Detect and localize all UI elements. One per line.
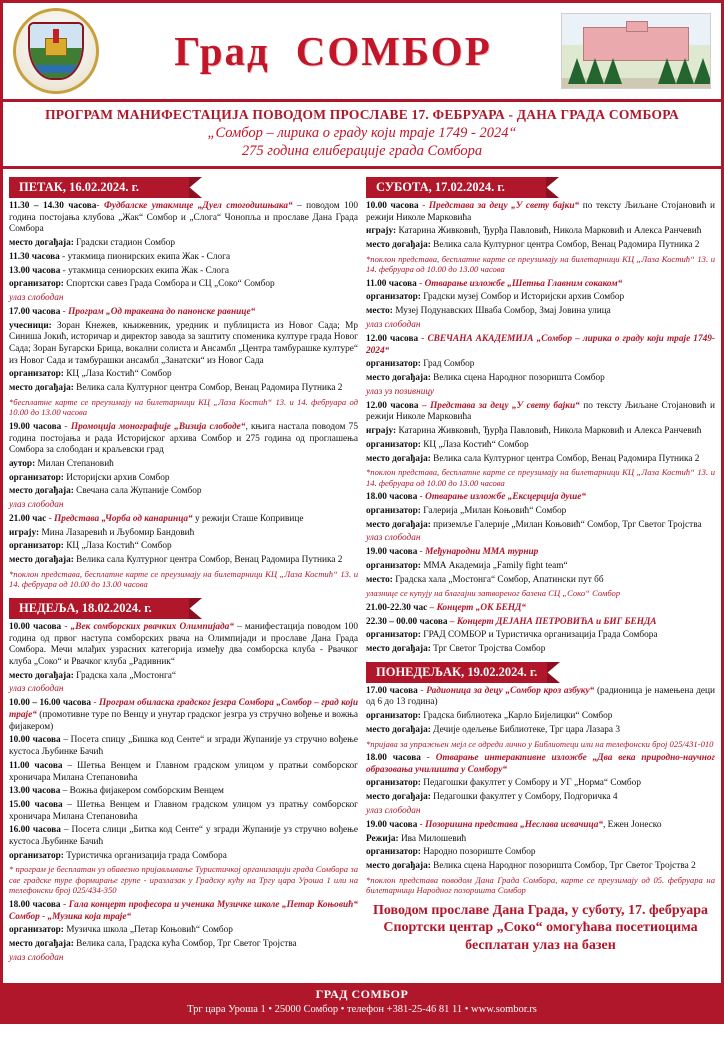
event-title: – Концерт ДЕЈАНА ПЕТРОВИЋА и БИГ БЕНДА: [447, 616, 657, 627]
event-detail: [366, 292, 715, 304]
day-label: НЕДЕЉА, 18.02.2024. г.: [19, 600, 152, 615]
event-note: * програм је бесплатан уз обавезно пријављивање Туристичкој организацији града Сомбора за све градске туре формирање групе - иразлазак у Градску кућу на Тргу цара Уроша 1 или на телефонски број 025/434-350: [9, 864, 358, 896]
event-detail: [9, 555, 358, 567]
event-detail-label: аутор:: [9, 458, 36, 469]
event-detail-value: Педагошки факултет у Сомбору, Подгоричка 4: [430, 792, 618, 803]
event-detail: [9, 459, 358, 471]
event-detail-value: Градска библиотека „Карло Бијелицки“ Сомбор: [420, 711, 613, 722]
event-item: [9, 900, 358, 963]
event-title: - Позоришна представа „Неслава исвачица“: [417, 819, 604, 830]
event-item: [9, 201, 358, 303]
event-list-sunday: [9, 622, 358, 963]
event-detail-label: организатор:: [366, 847, 421, 858]
event-admission: улаз слободан: [9, 500, 64, 511]
event-detail-label: место догађаја:: [366, 519, 431, 530]
event-detail-value: КЦ „Лаза Костић“ Сомбор: [63, 541, 172, 552]
event-detail-label: Режија:: [366, 833, 399, 844]
event-detail-label: 11.00 часова: [9, 760, 63, 771]
event-detail-label: место:: [366, 306, 393, 317]
event-detail: [9, 851, 358, 863]
event-title: - Међународни ММА турнир: [417, 547, 539, 558]
day-label: ПЕТАК, 16.02.2024. г.: [19, 180, 140, 194]
event-detail-label: организатор:: [366, 292, 421, 303]
event-detail-value: Велика сала Културног центра Сомбор, Венац Радомира Путника 2: [73, 383, 343, 394]
event-item: [366, 753, 715, 816]
event-detail-value: ГРАД СОМБОР и Туристичка организација Града Сомбора: [420, 630, 658, 641]
event-description: , књига настала поводом 75 година постојања и рада Историјског архива Сомбор и 275 година од проглашења Сомбора за слободан и краљевски град: [9, 421, 358, 456]
event-time: 18.00 часова: [366, 753, 421, 763]
event-detail: [366, 778, 715, 790]
event-description: у режији Сташе Копривице: [192, 514, 304, 525]
event-item: [366, 547, 715, 599]
event-detail-value: Народно позориште Сомбор: [420, 847, 536, 858]
event-detail-label: организатор:: [366, 439, 421, 450]
day-label: ПОНЕДЕЉАК, 19.02.2024. г.: [376, 664, 538, 679]
event-headline: [366, 401, 715, 424]
event-detail-label: место догађаја:: [366, 373, 431, 383]
title-word-sombor: СОМБОР: [295, 27, 492, 74]
footer-city-name: ГРАД СОМБОР: [315, 987, 409, 1001]
program-banner: [3, 99, 721, 169]
event-title: - Промоција монографије „Визија слободе“: [61, 421, 246, 432]
event-description: – манифестација поводом 100 година од првог наступа сомборских рвача на Олимпијади и прославе Дана Града Сомбора. Мечи млађих узрасних категорија између два сомборска клуба - Рвачког клуба „Соко“ и Рвачког клуба „Радивник“: [9, 621, 358, 667]
event-note: *поклон предстaва, бесплатне карте се преузимају на билетарници КЦ „Лаза Костић“ 13. и 14. фебруара од 10.00 до 13.00 часова: [9, 568, 358, 590]
event-admission: улаз слободан: [366, 319, 421, 330]
event-detail: [9, 671, 358, 683]
event-headline: [366, 617, 715, 629]
closing-line-2: Спортски центар „Соко“ омогућава посетиоцима: [383, 920, 698, 936]
event-detail: [366, 630, 715, 642]
event-detail-value: Градски стадион Сомбор: [73, 238, 176, 249]
event-headline: [9, 698, 358, 733]
event-detail-value: Милан Степановић: [35, 458, 114, 469]
event-time: 19.00 часова: [366, 547, 418, 558]
event-detail-value: Ива Милошевић: [398, 833, 467, 844]
event-detail-value: Катарина Живковић, Ђурђа Павловић, Никола Марковић и Алекса Ранчевић: [396, 226, 702, 237]
event-admission: улаз слободан: [9, 952, 64, 963]
event-admission: улаз уз позивницу: [366, 386, 434, 397]
event-detail: [366, 373, 715, 385]
column-right: [366, 173, 715, 1049]
event-detail-label: 16.00 часова: [9, 825, 61, 836]
event-detail: [366, 359, 715, 371]
event-detail-label: 11.30 часова: [9, 251, 60, 262]
event-detail-value: ММА Академија „Family fight team“: [420, 561, 568, 571]
event-detail-value: Музичка школа „Петар Коњовић“ Сомбор: [63, 925, 233, 936]
event-item: [366, 279, 715, 330]
event-item: [366, 820, 715, 896]
event-headline: [9, 900, 358, 923]
event-headline: [366, 753, 715, 776]
event-detail: [366, 426, 715, 438]
event-list-friday: [9, 201, 358, 590]
zupanija-building-photo: [561, 13, 711, 89]
event-detail-value: Педагошки факултет у Сомбору и УГ „Норма“ Сомбор: [420, 778, 641, 789]
event-headline: [9, 514, 358, 526]
event-title: - Представа за децу „У свету бајки“: [418, 201, 580, 211]
event-item: [366, 201, 715, 275]
event-detail-value: Мина Лазаревић и Љубомир Бандовић: [39, 527, 195, 538]
event-detail: [366, 226, 715, 238]
event-detail-label: организатор:: [9, 850, 64, 861]
page-title: [99, 27, 561, 74]
event-detail-label: место догађаја:: [9, 238, 74, 249]
event-detail-label: организатор:: [366, 711, 421, 722]
event-detail-value: Велика сцена Народног позоришта Сомбор: [430, 373, 605, 383]
event-item: [366, 334, 715, 397]
event-detail-value: Спортски савез Града Сомбора и СЦ „Соко“ Сомбор: [63, 279, 275, 290]
event-description: , Ежен Јонеско: [603, 819, 662, 830]
event-admission: улаз слободан: [366, 533, 421, 544]
event-detail: [9, 528, 358, 540]
event-time: 11.30 – 14.30 часова: [9, 201, 97, 211]
event-time: 11.00 часова: [366, 278, 417, 289]
event-detail-label: играју:: [9, 527, 40, 538]
event-note: улазнице се купују на благајни затвореног базена СЦ „Соко“ Сомбор: [366, 588, 621, 599]
event-item: [9, 622, 358, 695]
program-columns: [3, 169, 721, 1049]
event-detail-value: Велика сала, Градска кућа Сомбор, Трг Светог Тројства: [73, 939, 297, 950]
event-detail-label: организатор:: [366, 505, 421, 516]
event-description: (радионица је намењена деци од 6 до 13 година): [366, 685, 715, 708]
event-detail-value: - утакмица пионирских екипа Жак - Слога: [59, 251, 231, 262]
column-left: [9, 173, 358, 1049]
event-detail-value: Трг Светог Тројства Сомбор: [430, 644, 546, 654]
event-detail-value: Велика сала Културног центра Сомбор, Венац Радомира Путника 2: [73, 555, 343, 566]
event-detail-value: Градска хала „Мостонга“ Сомбор, Апатински пут бб: [392, 574, 604, 585]
event-detail-label: место догађаја:: [366, 644, 431, 654]
closing-line-1: Поводом прославе Дана Града, у суботу, 17. фебруара: [372, 902, 709, 918]
event-detail-label: играју:: [366, 426, 397, 437]
event-title: - „Век сомборских рвачких Олимпијада“: [61, 621, 234, 632]
event-headline: [9, 422, 358, 457]
event-detail: [366, 725, 715, 737]
event-list-monday: [366, 686, 715, 896]
event-detail: [9, 761, 358, 784]
event-time: 21.00 час: [9, 514, 47, 525]
event-detail-value: – Шетња Венцем и Главном градском улицом у пратњи сомборског хроничара Милана Степановића: [9, 760, 358, 783]
event-detail-label: организатор:: [366, 359, 421, 370]
event-time: 10.00 часова: [9, 621, 62, 632]
event-detail: [9, 279, 358, 291]
event-time: 10.00 – 16.00 часова: [9, 698, 92, 709]
event-headline: [366, 492, 715, 504]
event-detail: [9, 321, 358, 368]
event-detail-value: Велика сцена Народног позоришта Сомбор, Трг Светог Тројства 2: [430, 860, 696, 871]
event-detail: [9, 252, 358, 264]
event-title: - Радионица за децу „Сомбор кроз азбуку“: [417, 685, 595, 696]
event-detail-label: место догађаја:: [9, 555, 74, 566]
event-detail-value: – Посета спицу „Бишка код Сенте“ и згради Жупаније уз стручно вођење кустоса Љубинке Бачић: [9, 735, 358, 758]
event-detail-value: Катарина Живковић, Ђурђа Павловић, Никола Марковић и Алекса Ранчевић: [396, 426, 702, 437]
event-detail-label: организатор:: [9, 925, 64, 936]
event-title: – Концерт „ОК БЕНД“: [427, 602, 527, 613]
event-time: 12.00 часова: [366, 400, 419, 411]
event-detail-value: - утакмица сениорских екипа Жак - Слога: [60, 265, 230, 276]
event-detail-label: место догађаја:: [9, 486, 74, 497]
event-detail: [9, 238, 358, 250]
event-detail-value: Велика сала Културног центра Сомбор, Венац Радомира Путника 2: [430, 453, 700, 464]
event-detail: [9, 800, 358, 823]
event-description: по тексту Љиљане Стојановић и режији Николе Марковића: [366, 201, 715, 223]
event-headline: [366, 547, 715, 559]
event-headline: [9, 307, 358, 319]
event-detail-label: организатор:: [9, 472, 64, 483]
event-detail-label: организатор:: [366, 778, 421, 789]
event-description: (промотивне туре по Венцу и унутар градског језгра уз стручно вођење и вожња фијакером): [9, 710, 358, 732]
event-note: *поклон представа, бесплатне карте се преузимају на билетарници КЦ „Лаза Костић“ 13. и 14. фебруара од 10.00 до 13.00 часова: [366, 467, 715, 488]
event-title: - Отварање изложбе „Ексцерција душе“: [417, 492, 587, 503]
poster-header: [3, 3, 721, 99]
event-item: [366, 401, 715, 488]
event-list-saturday: [366, 201, 715, 656]
event-note: *бесплатне карте се преузимају на билетарници КЦ „Лаза Костић“ 13. и 14. фебруара од 10.00 до 13.00 часова: [9, 396, 358, 418]
event-detail-value: Свечана сала Жупаније Сомбор: [73, 486, 202, 497]
banner-line-2: „Сомбор – лирика о граду који траје 1749 - 2024“: [207, 125, 517, 141]
event-description: – поводом 100 година постојања клубова „Жак“ Сомбор и „Слога“ Чонопља и прославе Дана Града Сомбора: [9, 201, 358, 235]
event-detail: [9, 939, 358, 951]
event-note: *поклон представа, бесплатне карте се преузимају на билетарници КЦ „Лаза Костић“ 13. и 14. фебруара од 10.00 до 13.00 часова: [366, 253, 715, 275]
event-item: [366, 617, 715, 656]
event-detail-label: место догађаја:: [366, 453, 431, 464]
event-headline: [366, 279, 715, 291]
event-detail: [9, 383, 358, 395]
event-title: - Програм обиласка градског језгра Сомбора „Сомбор – град који траје“: [9, 698, 358, 721]
event-detail-value: – Вожња фијакером сомборским Венцем: [60, 786, 224, 797]
event-description: по тексту Љиљане Стојановић и режији Николе Марковића: [366, 400, 715, 423]
event-detail: [9, 786, 358, 798]
city-crest-icon: [13, 8, 99, 94]
event-item: [9, 422, 358, 510]
event-detail-value: – Шетња Венцем и Главном градском улицом уз пратњу сомборског хроничара Милана Степановића: [9, 799, 358, 822]
event-detail-value: Галерија „Милан Коњовић“ Сомбор: [420, 505, 567, 516]
event-title: - Програм „Од тракеана до панонске равнице“: [60, 306, 256, 317]
event-detail-value: Дечије одељење Библиотеке, Трг цара Лазара 3: [430, 724, 620, 735]
event-detail: [9, 473, 358, 485]
event-title: – Представа за децу „У свету бајки“: [418, 400, 580, 411]
event-headline: [366, 686, 715, 709]
day-header-friday: [9, 177, 189, 198]
event-detail: [9, 486, 358, 498]
event-detail-label: место догађаја:: [366, 792, 431, 803]
event-detail-label: организатор:: [366, 561, 421, 571]
footer-contact: Трг цара Уроша 1 • 25000 Сомбор • телефон +381-25-46 81 11 • www.sombor.rs: [187, 1004, 537, 1015]
event-time: 21.00-22.30 час: [366, 602, 428, 613]
event-detail: [366, 561, 715, 573]
event-headline: [9, 622, 358, 669]
event-detail-value: Велика сала Културног центра Сомбор, Венац Радомира Путника 2: [430, 240, 700, 251]
event-detail-value: Музеј Подунавских Шваба Сомбор, Змај Јовина улица: [392, 306, 611, 317]
event-detail: [366, 644, 715, 656]
event-detail: [366, 506, 715, 518]
event-time: 18.00 часова: [366, 492, 418, 503]
event-detail-label: учесници:: [9, 320, 52, 331]
event-detail: [9, 825, 358, 848]
event-detail-label: место догађаја:: [366, 860, 431, 871]
day-header-saturday: [366, 177, 546, 198]
closing-line-3: бесплатан улаз на базен: [465, 937, 616, 953]
event-detail-value: приземље Галерије „Милан Коњовић“ Сомбор, Трг Светог Тројства: [430, 519, 702, 530]
event-detail: [9, 266, 358, 278]
event-admission: улаз слободан: [9, 292, 64, 303]
event-detail-label: 10.00 часова: [9, 735, 61, 746]
event-item: [366, 686, 715, 749]
event-detail: [9, 735, 358, 758]
event-detail: [9, 925, 358, 937]
day-label: СУБОТА, 17.02.2024. г.: [376, 180, 505, 194]
event-detail: [366, 861, 715, 873]
event-item: [9, 307, 358, 418]
event-detail: [366, 440, 715, 452]
event-time: 19.00 часова: [9, 421, 62, 432]
event-detail-label: место догађаја:: [366, 724, 431, 735]
event-time: 19.00 часова: [366, 819, 418, 830]
event-detail-value: Град Сомбор: [420, 359, 475, 370]
event-detail-label: место догађаја:: [9, 670, 74, 681]
event-time: 18.00 часова: [9, 899, 61, 910]
event-note: *пријава за упражњен мејл се одреди лично у Библиотеци или на телефонски број 025/431-010: [366, 738, 714, 749]
event-detail: [366, 711, 715, 723]
event-detail: [9, 541, 358, 553]
event-detail: [366, 454, 715, 466]
event-detail: [366, 240, 715, 252]
event-detail-label: место догађаја:: [9, 939, 74, 950]
event-title: - Гала концерт професора и ученика Музичке школе „Петар Коњовић“ Сомбор - „Музика која траје“: [9, 899, 358, 922]
event-detail-label: место:: [366, 574, 393, 585]
event-detail-value: Историјски архив Сомбор: [63, 472, 170, 483]
banner-line-1: ПРОГРАМ МАНИФЕСТАЦИЈА ПОВОДОМ ПРОСЛАВЕ 17. ФЕБРУАРА - ДАНА ГРАДА СОМБОРА: [45, 107, 679, 122]
event-time: 10.00 часова: [366, 201, 419, 211]
event-headline: [366, 334, 715, 357]
event-headline: [9, 201, 358, 236]
event-detail: [366, 575, 715, 587]
event-time: 17.00 часова: [9, 306, 61, 317]
event-item: [366, 603, 715, 615]
event-detail-label: место догађаја:: [366, 240, 431, 251]
event-admission: улаз слободан: [366, 805, 421, 816]
event-headline: [366, 201, 715, 224]
event-time: 22.30 – 00.00 часова: [366, 616, 448, 627]
event-detail-label: организатор:: [366, 630, 421, 641]
event-detail-label: играју:: [366, 226, 397, 237]
event-detail-value: Градски музеј Сомбор и Историјски архив Сомбор: [420, 292, 625, 303]
banner-line-3: 275 година елиберације града Сомбора: [241, 143, 483, 159]
event-time: 12.00 часова: [366, 333, 419, 344]
event-title: - Представа „Чорба од канаринца“: [46, 514, 193, 525]
event-headline: [366, 603, 715, 615]
event-detail: [366, 834, 715, 846]
event-detail-value: КЦ „Лаза Костић“ Сомбор: [420, 439, 529, 450]
event-detail-label: 15.00 часова: [9, 799, 63, 810]
event-detail-value: – Посета слици „Битка код Сенте“ у згради Жупаније уз стручно вођење кустоса Љубинке Бачић: [9, 825, 358, 848]
event-time: 17.00 часова: [366, 685, 418, 696]
event-admission: улаз слободан: [9, 684, 64, 695]
event-detail-label: организатор:: [9, 279, 64, 290]
event-title: - Отварање интерактивне изложбе „Два века природно-научног образовања училишта у Сомбору“: [366, 753, 715, 775]
event-item: [9, 698, 358, 896]
event-note: *поклон представа поводом Дана Града Сомбора, карте се преузимају од 05. фебруара на билетарници Народног позоришта Сомбор: [366, 874, 715, 896]
title-word-grad: Град: [174, 27, 270, 74]
event-title: - Фудбалске утакмице „Дуел стогодишњака“: [96, 201, 293, 211]
event-detail-value: КЦ „Лаза Костић“ Сомбор: [63, 369, 172, 380]
event-detail: [9, 369, 358, 381]
event-detail-label: 13.00 часова: [9, 786, 61, 797]
event-detail-value: Туристичка организација града Сомбора: [63, 850, 227, 861]
day-header-monday: [366, 662, 547, 683]
event-detail: [366, 520, 715, 532]
event-title: - Отварање изложбе „Шетња Главним сокаком“: [416, 278, 623, 289]
event-detail-value: Градска хала „Мостонга“: [73, 670, 177, 681]
event-detail: [366, 847, 715, 859]
event-detail-label: организатор:: [9, 369, 64, 380]
event-item: [366, 492, 715, 543]
event-detail-label: организатор:: [9, 541, 64, 552]
poster-footer: [3, 983, 721, 1021]
event-headline: [366, 820, 715, 832]
event-detail-value: Зоран Кнежев, књижевник, уредник и публициста из Новог Сада; Мр Синиша Јокић, историчар и директор завода за заштиту споменика културе града Новог Сада; Зоран Бугарски Брица, вокални солиста и Ансамбл „Центра тамбурашке културе“ из Новог Сада и тамбурашки ансамбл „Занатски“ из Новог Сада: [9, 320, 358, 366]
event-detail-label: место догађаја:: [9, 383, 74, 394]
event-detail: [366, 306, 715, 318]
event-item: [9, 514, 358, 590]
event-title: - СВЕЧАНА АКАДЕМИЈА „Сомбор – лирика о граду који траје 1749-2024“: [366, 333, 715, 356]
event-detail-label: 13.00 часова: [9, 265, 61, 276]
closing-note: [366, 902, 715, 955]
day-header-sunday: [9, 598, 189, 619]
event-detail: [366, 792, 715, 804]
